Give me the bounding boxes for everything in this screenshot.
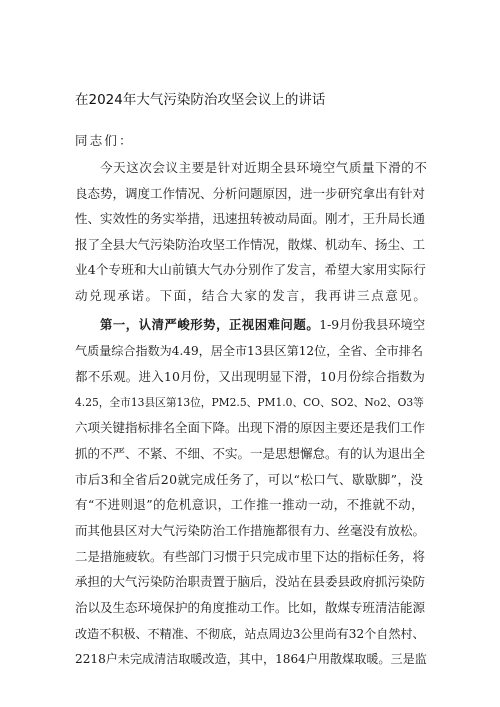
paragraph-line: 良态势，调度工作情况、分析问题原因，进一步研究拿出有针对: [75, 186, 426, 201]
salutation: 同志们：: [75, 133, 134, 148]
paragraph-text: 1-9月份我县环境空: [319, 318, 426, 332]
paragraph-line: 业4个专班和大山前镇大气办分别作了发言，希望大家用实际行: [75, 262, 427, 277]
document-title: 在2024年大气污染防治攻坚会议上的讲话: [75, 92, 326, 108]
paragraph-line: 都不乐观。进入10月份，又出现明显下滑，10月份综合指数为: [75, 369, 426, 384]
paragraph-line: 报了全县大气污染防治攻坚工作情况，散煤、机动车、扬尘、工: [75, 237, 426, 252]
paragraph-line: 二是措施疲软。有些部门习惯于只完成市里下达的指标任务，将: [75, 549, 426, 564]
paragraph-line: 市后3和全省后20就完成任务了，可以“松口气、歇歇脚”，没: [75, 472, 424, 487]
paragraph-line: 六项关键指标排名全面下降。出现下滑的原因主要还是我们工作: [75, 420, 426, 435]
paragraph-line: 动兑现承诺。下面，结合大家的发言，我再讲三点意见。: [75, 288, 428, 303]
paragraph-line: 而其他县区对大气污染防治工作措施都很有力、丝毫没有放松。: [75, 523, 426, 538]
paragraph-line: 4.25，全市13县区第13位，PM2.5、PM1.0、CO、SO2、No2、O3等: [75, 396, 424, 409]
paragraph-line: 今天这次会议主要是针对近期全县环境空气质量下滑的不: [100, 160, 428, 175]
paragraph-line: 性、实效性的务实举措，迅速扭转被动局面。刚才，王升局长通: [75, 211, 426, 226]
paragraph-line: 抓的不严、不紧、不细、不实。一是思想懈怠。有的认为退出全: [75, 446, 426, 461]
paragraph-line: 承担的大气污染防治职责置于脑后，没站在县委县政府抓污染防: [75, 574, 426, 589]
section-heading: 第一，认清严峻形势，正视困难问题。: [100, 318, 320, 332]
paragraph-line: 有“不进则退”的危机意识，工作推一推动一动，不推就不动，: [75, 497, 424, 512]
paragraph-first-line: [100, 318, 425, 332]
paragraph-line: 2218户未完成清洁取暖改造，其中，1864户用散煤取暖。三是监: [75, 652, 427, 666]
paragraph-line: 气质量综合指数为4.49，居全市13县区第12位，全省、全市排名: [75, 344, 423, 358]
paragraph-line: 改造不积极、不精准、不彻底，站点周边3公里尚有32个自然村、: [75, 627, 425, 641]
paragraph-line: 治以及生态环境保护的角度推动工作。比如，散煤专班清洁能源: [75, 600, 426, 615]
